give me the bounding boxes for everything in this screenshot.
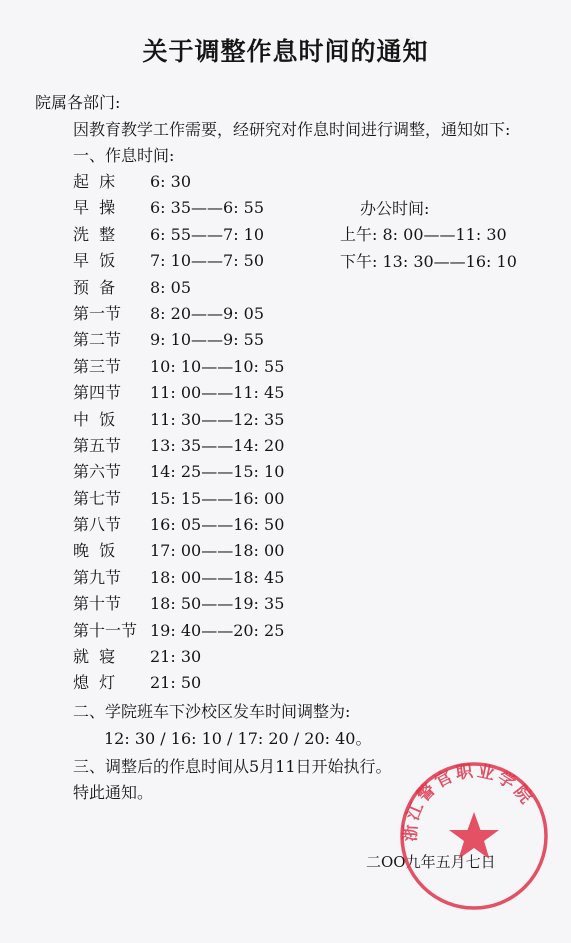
schedule-row	[73, 278, 373, 304]
section-2-heading: 二、学院班车下沙校区发车时间调整为:	[73, 702, 351, 721]
closing-text: 特此通知。	[73, 783, 154, 802]
schedule-label: 预 备	[73, 277, 116, 297]
schedule-row	[73, 436, 373, 462]
seal-star-icon	[449, 812, 499, 859]
schedule-time: 21: 30	[150, 647, 202, 667]
schedule-time: 11: 00——11: 45	[150, 383, 285, 403]
schedule-time: 14: 25——15: 10	[150, 462, 285, 482]
schedule-label: 第四节	[73, 383, 122, 403]
document-title: 关于调整作息时间的通知	[142, 37, 429, 66]
schedule-row	[73, 489, 373, 515]
schedule-label: 第五节	[73, 435, 122, 455]
schedule-time: 9: 10——9: 55	[150, 330, 265, 350]
schedule-label: 第三节	[73, 356, 122, 376]
schedule-list	[73, 172, 373, 700]
schedule-row	[73, 357, 373, 383]
schedule-row	[73, 198, 373, 224]
schedule-label: 第十节	[73, 594, 122, 614]
schedule-time: 19: 40——20: 25	[150, 620, 285, 640]
section-3-text: 三、调整后的作息时间从5月11日开始执行。	[73, 757, 392, 776]
schedule-row	[73, 568, 373, 594]
schedule-row	[73, 621, 373, 647]
schedule-time: 16: 05——16: 50	[150, 515, 285, 535]
schedule-row	[73, 225, 373, 251]
schedule-label: 第九节	[73, 567, 122, 587]
schedule-row	[73, 251, 373, 277]
bus-times: 12: 30 / 16: 10 / 17: 20 / 20: 40。	[104, 729, 372, 748]
seal-text: 浙江警官职业学院	[400, 761, 538, 843]
schedule-time: 17: 00——18: 00	[150, 541, 285, 561]
office-hours-pm: 下午: 13: 30——16: 10	[340, 251, 517, 271]
schedule-time: 8: 05	[150, 277, 192, 297]
schedule-label: 晚 饭	[73, 541, 116, 561]
schedule-time: 15: 15——16: 00	[150, 488, 285, 508]
schedule-time: 21: 50	[150, 673, 202, 693]
schedule-label: 第八节	[73, 515, 122, 535]
schedule-time: 6: 30	[150, 172, 192, 191]
schedule-label: 第七节	[73, 488, 122, 508]
schedule-row	[73, 515, 373, 541]
schedule-label: 中 饭	[73, 409, 116, 429]
schedule-label: 第一节	[73, 303, 122, 323]
schedule-row	[73, 673, 373, 699]
schedule-row	[73, 647, 373, 673]
schedule-row	[73, 172, 373, 198]
office-hours-title: 办公时间:	[360, 199, 430, 218]
intro-paragraph: 因教育教学工作需要，经研究对作息时间进行调整，通知如下:	[73, 120, 511, 139]
schedule-time: 10: 10——10: 55	[150, 356, 285, 376]
schedule-time: 6: 55——7: 10	[150, 224, 265, 244]
schedule-label: 第六节	[73, 462, 122, 482]
schedule-label: 就 寝	[73, 647, 116, 667]
schedule-time: 8: 20——9: 05	[150, 303, 265, 323]
official-seal-stamp	[398, 760, 550, 912]
office-hours-am: 上午: 8: 00——11: 30	[340, 225, 507, 245]
issue-date: 二OO九年五月七日	[366, 853, 496, 871]
office-hours	[340, 199, 540, 278]
schedule-time: 18: 50——19: 35	[150, 594, 285, 614]
schedule-label: 熄 灯	[73, 673, 116, 693]
schedule-row	[73, 330, 373, 356]
schedule-label: 洗 整	[73, 224, 116, 244]
schedule-row	[73, 304, 373, 330]
schedule-label: 早 饭	[73, 251, 116, 271]
schedule-row	[73, 594, 373, 620]
addressee: 院属各部门:	[35, 93, 121, 112]
schedule-label: 第十一节	[73, 620, 138, 640]
schedule-time: 11: 30——12: 35	[150, 409, 285, 429]
schedule-label: 起 床	[73, 172, 116, 191]
schedule-label: 第二节	[73, 330, 122, 350]
schedule-label: 早 操	[73, 198, 116, 218]
schedule-time: 7: 10——7: 50	[150, 251, 265, 271]
schedule-time: 13: 35——14: 20	[150, 435, 285, 455]
schedule-row	[73, 462, 373, 488]
schedule-time: 6: 35——6: 55	[150, 198, 265, 218]
schedule-row	[73, 383, 373, 409]
schedule-time: 18: 00——18: 45	[150, 567, 285, 587]
section-1-heading: 一、作息时间:	[73, 146, 175, 165]
schedule-row	[73, 410, 373, 436]
schedule-row	[73, 541, 373, 567]
